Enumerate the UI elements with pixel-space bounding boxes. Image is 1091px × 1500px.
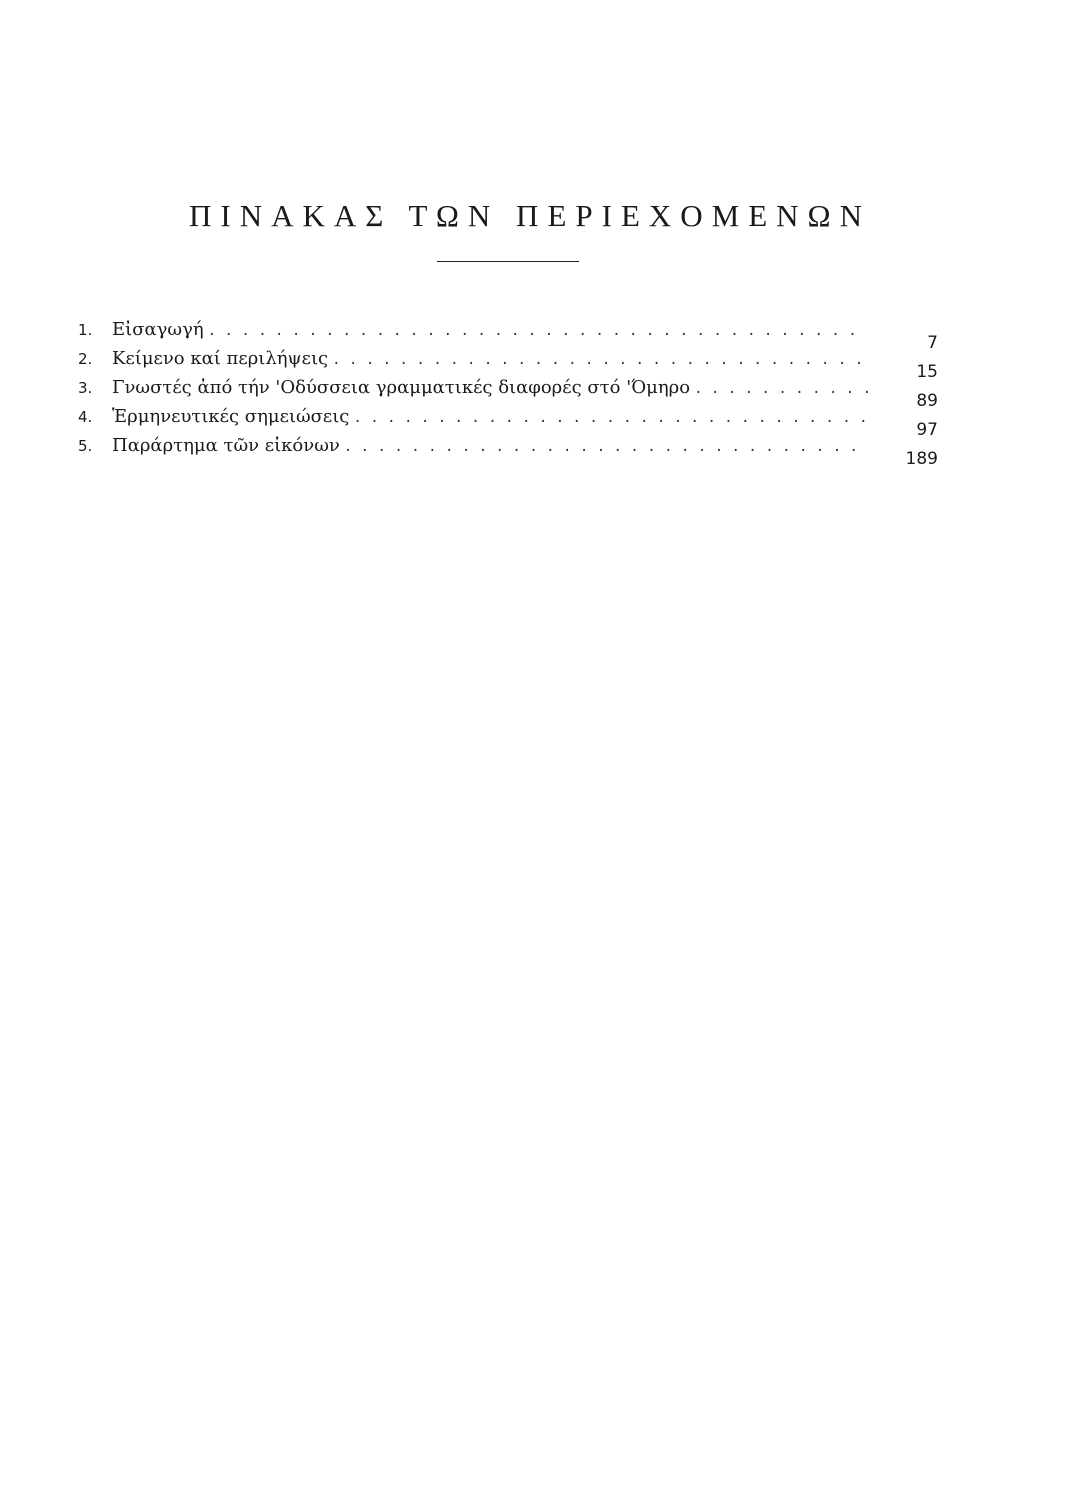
toc-entry-number: 4.	[78, 408, 93, 426]
toc-entry	[78, 373, 938, 411]
title-underline	[437, 261, 579, 262]
dot-leader	[332, 346, 868, 375]
dot-leader	[353, 404, 868, 433]
toc-entry-number: 3.	[78, 379, 93, 397]
toc-entry-title: Εἰσαγωγή	[112, 319, 204, 340]
toc-entry	[78, 315, 938, 353]
toc-entry-page: 97	[916, 420, 938, 440]
table-of-contents	[78, 315, 938, 469]
toc-entry-page: 189	[905, 449, 938, 469]
toc-entry	[78, 402, 938, 440]
dot-leader	[208, 317, 868, 346]
toc-entry	[78, 431, 938, 469]
toc-entry-page: 7	[927, 333, 938, 353]
toc-entry-number: 1.	[78, 321, 93, 339]
toc-entry	[78, 344, 938, 382]
toc-entry-title: Ἑρμηνευτικές σημειώσεις	[112, 406, 350, 427]
page-title: ΠΙΝΑΚΑΣ ΤΩΝ ΠΕΡΙΕΧΟΜΕΝΩΝ	[189, 198, 871, 233]
dot-leader	[694, 375, 868, 404]
toc-entry-number: 5.	[78, 437, 93, 455]
toc-entry-title: Παράρτημα τῶν εἰκόνων	[112, 435, 340, 456]
dot-leader	[344, 433, 868, 462]
toc-entry-number: 2.	[78, 350, 93, 368]
toc-entry-page: 89	[916, 391, 938, 411]
toc-entry-title: Κείμενο καί περιλήψεις	[112, 348, 329, 369]
toc-entry-title: Γνωστές ἀπό τήν 'Οδύσσεια γραμματικές διαφορές στό 'Όμηρο	[112, 377, 691, 398]
toc-entry-page: 15	[916, 362, 938, 382]
